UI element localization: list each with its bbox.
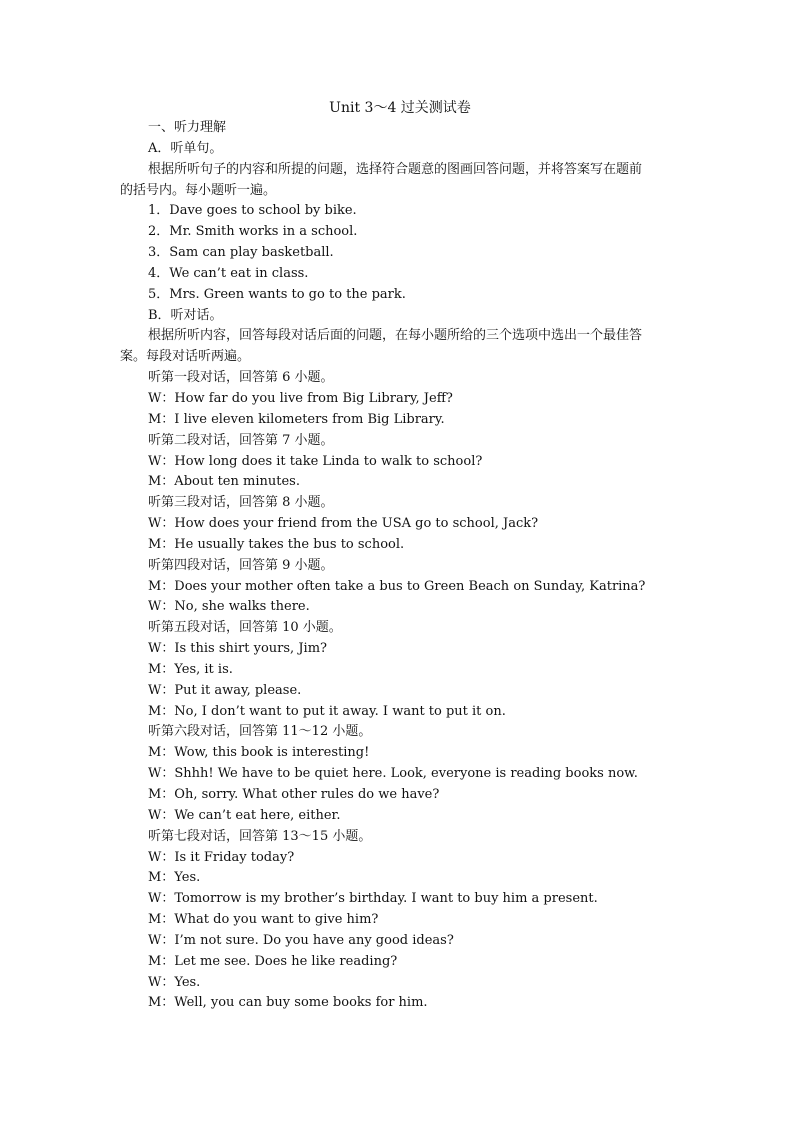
text-line: W：Tomorrow is my brother’s birthday. I want to buy him a present.	[148, 891, 598, 907]
text-line: 听第四段对话，回答第 9 小题。	[148, 557, 334, 573]
text-line: W：No, she walks there.	[148, 599, 310, 615]
text-line: 的括号内。每小题听一遍。	[120, 182, 277, 198]
text-line: 听第五段对话，回答第 10 小题。	[148, 620, 342, 636]
text-line: 2．Mr. Smith works in a school.	[148, 224, 358, 240]
text-line: M：Does your mother often take a bus to Green Beach on Sunday, Katrina?	[148, 578, 646, 594]
text-line: M：Yes, it is.	[148, 661, 233, 677]
text-line: 听第六段对话，回答第 11～12 小题。	[148, 724, 372, 740]
text-line: M：He usually takes the bus to school.	[148, 536, 405, 552]
text-line: W：Is this shirt yours, Jim?	[148, 641, 327, 657]
text-line: W：How does your friend from the USA go to school, Jack?	[148, 516, 539, 532]
text-line: 4．We can’t eat in class.	[148, 265, 309, 281]
text-line: W：Put it away, please.	[148, 682, 302, 698]
text-line: M：Yes.	[148, 870, 201, 886]
text-line: 根据所听内容，回答每段对话后面的问题，在每小题所给的三个选项中选出一个最佳答	[148, 328, 643, 344]
text-line: 听第七段对话，回答第 13～15 小题。	[148, 828, 372, 844]
text-line: M：Oh, sorry. What other rules do we have?	[148, 787, 440, 802]
text-line: 5．Mrs. Green wants to go to the park.	[148, 286, 406, 302]
text-line: B．听对话。	[148, 307, 223, 323]
document-title: Unit 3～4 过关测试卷	[329, 100, 471, 116]
text-line: A．听单句。	[148, 140, 223, 156]
text-line: 一、听力理解	[148, 120, 227, 135]
text-line: 1．Dave goes to school by bike.	[148, 203, 357, 219]
text-line: 听第二段对话，回答第 7 小题。	[148, 432, 334, 448]
text-line: M：I live eleven kilometers from Big Library.	[148, 411, 445, 427]
text-line: M：What do you want to give him?	[148, 912, 379, 928]
text-line: W：Is it Friday today?	[148, 849, 295, 865]
text-line: 3．Sam can play basketball.	[148, 245, 334, 261]
text-line: W：We can’t eat here, either.	[148, 807, 341, 823]
text-line: M：Well, you can buy some books for him.	[148, 995, 428, 1011]
text-line: W：I’m not sure. Do you have any good ideas?	[148, 932, 454, 948]
text-line: 听第三段对话，回答第 8 小题。	[148, 495, 334, 511]
document-body	[0, 118, 800, 1014]
text-line: 案。每段对话听两遍。	[120, 349, 251, 365]
text-line: W：How far do you live from Big Library, Jeff?	[148, 390, 453, 406]
text-line: W：How long does it take Linda to walk to school?	[148, 453, 483, 469]
text-line: M：Let me see. Does he like reading?	[148, 953, 398, 969]
text-line: M：No, I don’t want to put it away. I want to put it on.	[148, 703, 506, 719]
text-line: M：Wow, this book is interesting!	[148, 745, 370, 761]
text-line: W：Yes.	[148, 974, 201, 990]
text-line: W：Shhh! We have to be quiet here. Look, everyone is reading books now.	[148, 766, 638, 782]
text-line: M：About ten minutes.	[148, 474, 300, 490]
text-line: 听第一段对话，回答第 6 小题。	[148, 370, 334, 386]
text-line: 根据所听句子的内容和所提的问题，选择符合题意的图画回答问题，并将答案写在题前	[148, 161, 643, 177]
